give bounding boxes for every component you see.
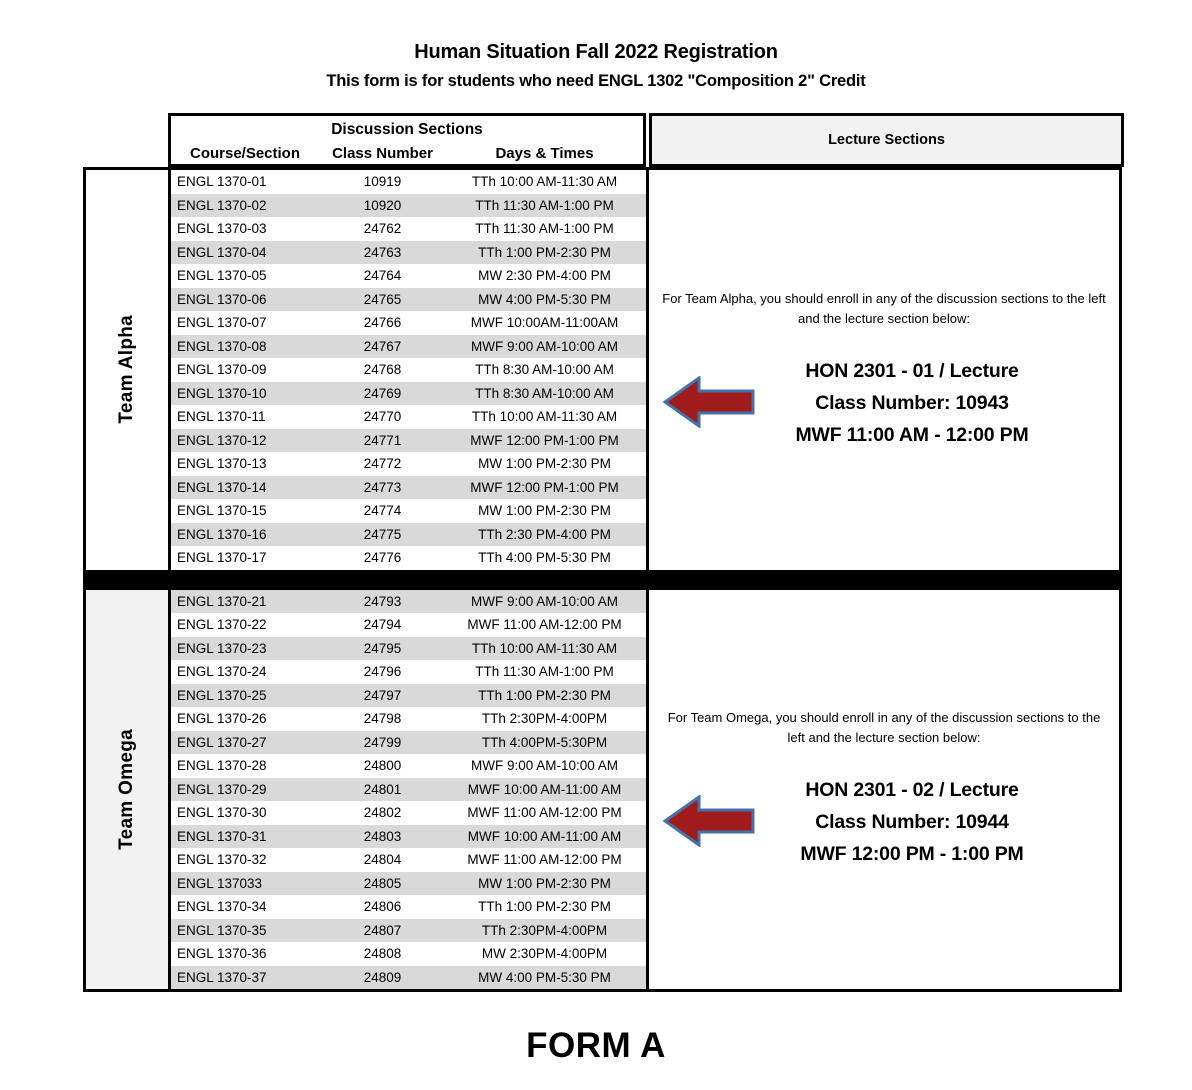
- cell-days-times: TTh 11:30 AM-1:00 PM: [475, 221, 614, 237]
- cell-class-number: 24796: [363, 664, 402, 680]
- cell-days-times: TTh 11:30 AM-1:00 PM: [475, 197, 614, 213]
- cell-class-number: 24768: [363, 362, 402, 378]
- table-row[interactable]: [171, 754, 646, 778]
- cell-course-section: ENGL 1370-07: [177, 315, 267, 331]
- cell-course-section: ENGL 1370-15: [177, 503, 267, 519]
- cell-class-number: 24769: [363, 385, 402, 401]
- lecture-instruction-text: For Team Omega, you should enroll in any of the discussion sections to the left and the lecture section below:: [667, 710, 1101, 746]
- team-label-cell: [86, 590, 171, 990]
- table-row[interactable]: [171, 707, 646, 731]
- cell-days-times: MWF 12:00 PM-1:00 PM: [470, 479, 619, 495]
- table-row[interactable]: [171, 452, 646, 476]
- team-label: Team Omega: [116, 728, 137, 850]
- team-label-cell: [86, 170, 171, 570]
- table-row[interactable]: [171, 825, 646, 849]
- team-block: [83, 167, 1122, 573]
- cell-class-number: 24766: [363, 315, 402, 331]
- cell-days-times: MWF 11:00 AM-12:00 PM: [467, 805, 622, 821]
- cell-days-times: MWF 9:00 AM-10:00 AM: [470, 338, 619, 354]
- cell-class-number: 24799: [363, 734, 402, 750]
- cell-days-times: MW 1:00 PM-2:30 PM: [478, 456, 611, 472]
- lecture-section-panel: [649, 170, 1119, 570]
- table-row[interactable]: [171, 684, 646, 708]
- team-label: Team Alpha: [116, 315, 137, 425]
- cell-class-number: 24795: [363, 640, 402, 656]
- lecture-days-times: MWF 11:00 AM - 12:00 PM: [795, 423, 1029, 446]
- page-title: Human Situation Fall 2022 Registration: [414, 41, 778, 63]
- cell-course-section: ENGL 1370-06: [177, 291, 267, 307]
- cell-class-number: 24762: [363, 221, 402, 237]
- table-row[interactable]: [171, 382, 646, 406]
- cell-course-section: ENGL 1370-30: [177, 805, 267, 821]
- cell-class-number: 24806: [363, 899, 402, 915]
- column-header-days-times: Days & Times: [495, 145, 594, 162]
- table-row[interactable]: [171, 264, 646, 288]
- registration-table: [83, 113, 1122, 992]
- left-arrow-icon: [663, 795, 755, 847]
- cell-course-section: ENGL 1370-03: [177, 221, 267, 237]
- lecture-content: [649, 289, 1119, 451]
- table-row[interactable]: [171, 731, 646, 755]
- table-row[interactable]: [171, 476, 646, 500]
- cell-days-times: MWF 9:00 AM-10:00 AM: [470, 593, 619, 609]
- table-row[interactable]: [171, 523, 646, 547]
- discussion-group-label: Discussion Sections: [331, 121, 483, 138]
- team-separator-bar: [83, 573, 1122, 587]
- table-row[interactable]: [171, 801, 646, 825]
- cell-class-number: 24776: [363, 550, 402, 566]
- cell-days-times: MWF 10:00AM-11:00AM: [470, 315, 619, 331]
- table-row[interactable]: [171, 872, 646, 896]
- cell-days-times: TTh 2:30 PM-4:00 PM: [478, 526, 611, 542]
- cell-class-number: 24771: [363, 432, 402, 448]
- cell-class-number: 10919: [363, 174, 402, 190]
- cell-course-section: ENGL 1370-17: [177, 550, 267, 566]
- lecture-course: HON 2301 - 01 / Lecture: [805, 359, 1019, 382]
- cell-class-number: 24767: [363, 338, 402, 354]
- cell-class-number: 10920: [363, 197, 402, 213]
- cell-days-times: MW 4:00 PM-5:30 PM: [478, 969, 611, 985]
- cell-class-number: 24800: [363, 758, 402, 774]
- cell-course-section: ENGL 137033: [177, 875, 263, 891]
- cell-course-section: ENGL 1370-13: [177, 456, 267, 472]
- cell-days-times: MWF 9:00 AM-10:00 AM: [470, 758, 619, 774]
- cell-class-number: 24808: [363, 946, 402, 962]
- cell-days-times: TTh 10:00 AM-11:30 AM: [471, 409, 618, 425]
- team-block: [83, 587, 1122, 993]
- cell-days-times: TTh 2:30PM-4:00PM: [481, 711, 608, 727]
- cell-days-times: MWF 12:00 PM-1:00 PM: [470, 432, 619, 448]
- cell-class-number: 24807: [363, 922, 402, 938]
- column-header-class-number: Class Number: [332, 145, 433, 162]
- cell-course-section: ENGL 1370-34: [177, 899, 267, 915]
- cell-course-section: ENGL 1370-27: [177, 734, 267, 750]
- cell-class-number: 24804: [363, 852, 402, 868]
- document-title-block: [0, 38, 1192, 94]
- cell-days-times: TTh 11:30 AM-1:00 PM: [475, 664, 614, 680]
- lecture-instruction-text: For Team Alpha, you should enroll in any of the discussion sections to the left and the lecture section below:: [662, 290, 1106, 326]
- cell-class-number: 24794: [363, 617, 402, 633]
- cell-days-times: TTh 10:00 AM-11:30 AM: [471, 640, 618, 656]
- table-row[interactable]: [171, 217, 646, 241]
- cell-course-section: ENGL 1370-21: [177, 593, 267, 609]
- cell-course-section: ENGL 1370-26: [177, 711, 267, 727]
- cell-course-section: ENGL 1370-36: [177, 946, 267, 962]
- cell-days-times: MWF 10:00 AM-11:00 AM: [467, 828, 622, 844]
- table-row[interactable]: [171, 170, 646, 194]
- cell-course-section: ENGL 1370-35: [177, 922, 267, 938]
- cell-course-section: ENGL 1370-14: [177, 479, 267, 495]
- cell-course-section: ENGL 1370-16: [177, 526, 267, 542]
- cell-course-section: ENGL 1370-28: [177, 758, 267, 774]
- table-row[interactable]: [171, 358, 646, 382]
- cell-class-number: 24805: [363, 875, 402, 891]
- cell-course-section: ENGL 1370-25: [177, 687, 267, 703]
- cell-days-times: TTh 2:30PM-4:00PM: [481, 922, 608, 938]
- cell-days-times: MW 4:00 PM-5:30 PM: [478, 291, 611, 307]
- cell-course-section: ENGL 1370-09: [177, 362, 267, 378]
- table-row[interactable]: [171, 848, 646, 872]
- table-row[interactable]: [171, 311, 646, 335]
- table-row[interactable]: [171, 660, 646, 684]
- lecture-course: HON 2301 - 02 / Lecture: [805, 779, 1019, 802]
- cell-class-number: 24793: [363, 593, 402, 609]
- cell-course-section: ENGL 1370-22: [177, 617, 267, 633]
- cell-course-section: ENGL 1370-32: [177, 852, 267, 868]
- cell-class-number: 24801: [363, 781, 402, 797]
- cell-days-times: MWF 10:00 AM-11:00 AM: [467, 781, 622, 797]
- cell-class-number: 24774: [363, 503, 402, 519]
- cell-days-times: MW 1:00 PM-2:30 PM: [478, 503, 611, 519]
- table-row[interactable]: [171, 405, 646, 429]
- table-row[interactable]: [171, 778, 646, 802]
- cell-days-times: TTh 4:00 PM-5:30 PM: [478, 550, 611, 566]
- cell-class-number: 24764: [363, 268, 402, 284]
- cell-class-number: 24802: [363, 805, 402, 821]
- discussion-sections-header: [168, 113, 646, 167]
- lecture-class-number: Class Number: 10944: [815, 811, 1009, 834]
- cell-course-section: ENGL 1370-04: [177, 244, 267, 260]
- cell-class-number: 24770: [363, 409, 402, 425]
- table-row[interactable]: [171, 546, 646, 570]
- cell-class-number: 24798: [363, 711, 402, 727]
- column-header-course-section: Course/Section: [189, 145, 301, 162]
- cell-course-section: ENGL 1370-08: [177, 338, 267, 354]
- table-row[interactable]: [171, 429, 646, 453]
- cell-days-times: MW 2:30PM-4:00PM: [481, 946, 608, 962]
- cell-class-number: 24803: [363, 828, 402, 844]
- left-arrow-icon: [663, 376, 755, 428]
- discussion-sections-table: [171, 170, 649, 570]
- form-designation: FORM A: [526, 1026, 666, 1065]
- page-subtitle: This form is for students who need ENGL 1302 "Composition 2" Credit: [326, 72, 866, 90]
- cell-course-section: ENGL 1370-12: [177, 432, 267, 448]
- cell-class-number: 24772: [363, 456, 402, 472]
- cell-days-times: TTh 4:00PM-5:30PM: [481, 734, 608, 750]
- cell-days-times: TTh 10:00 AM-11:30 AM: [471, 174, 618, 190]
- cell-days-times: TTh 1:00 PM-2:30 PM: [478, 899, 611, 915]
- table-row[interactable]: [171, 919, 646, 943]
- table-row[interactable]: [171, 590, 646, 614]
- cell-course-section: ENGL 1370-37: [177, 969, 267, 985]
- cell-course-section: ENGL 1370-31: [177, 828, 267, 844]
- cell-days-times: TTh 1:00 PM-2:30 PM: [478, 244, 611, 260]
- table-row[interactable]: [171, 288, 646, 312]
- cell-days-times: MW 1:00 PM-2:30 PM: [478, 875, 611, 891]
- lecture-content: [649, 708, 1119, 870]
- team-blocks-container: [83, 167, 1122, 992]
- table-row[interactable]: [171, 335, 646, 359]
- cell-class-number: 24763: [363, 244, 402, 260]
- lecture-days-times: MWF 12:00 PM - 1:00 PM: [800, 843, 1024, 866]
- cell-course-section: ENGL 1370-29: [177, 781, 267, 797]
- cell-course-section: ENGL 1370-05: [177, 268, 267, 284]
- cell-course-section: ENGL 1370-11: [177, 409, 266, 425]
- cell-course-section: ENGL 1370-24: [177, 664, 267, 680]
- discussion-sections-table: [171, 590, 649, 990]
- table-row[interactable]: [171, 194, 646, 218]
- table-header-row: [168, 113, 1122, 167]
- table-row[interactable]: [171, 942, 646, 966]
- table-row[interactable]: [171, 241, 646, 265]
- cell-days-times: MWF 11:00 AM-12:00 PM: [467, 852, 622, 868]
- cell-course-section: ENGL 1370-01: [177, 174, 267, 190]
- table-row[interactable]: [171, 637, 646, 661]
- cell-days-times: TTh 8:30 AM-10:00 AM: [475, 362, 614, 378]
- cell-class-number: 24773: [363, 479, 402, 495]
- cell-course-section: ENGL 1370-02: [177, 197, 267, 213]
- cell-course-section: ENGL 1370-10: [177, 385, 267, 401]
- table-row[interactable]: [171, 613, 646, 637]
- cell-course-section: ENGL 1370-23: [177, 640, 267, 656]
- cell-days-times: MW 2:30 PM-4:00 PM: [478, 268, 611, 284]
- table-row[interactable]: [171, 499, 646, 523]
- table-row[interactable]: [171, 895, 646, 919]
- cell-days-times: TTh 1:00 PM-2:30 PM: [478, 687, 611, 703]
- table-row[interactable]: [171, 966, 646, 990]
- cell-days-times: MWF 11:00 AM-12:00 PM: [467, 617, 622, 633]
- lecture-class-number: Class Number: 10943: [815, 391, 1009, 414]
- cell-days-times: TTh 8:30 AM-10:00 AM: [475, 385, 614, 401]
- cell-class-number: 24765: [363, 291, 402, 307]
- lecture-section-panel: [649, 590, 1119, 990]
- cell-class-number: 24775: [363, 526, 402, 542]
- lecture-sections-header: Lecture Sections: [649, 113, 1124, 167]
- cell-class-number: 24797: [363, 687, 402, 703]
- cell-class-number: 24809: [363, 969, 402, 985]
